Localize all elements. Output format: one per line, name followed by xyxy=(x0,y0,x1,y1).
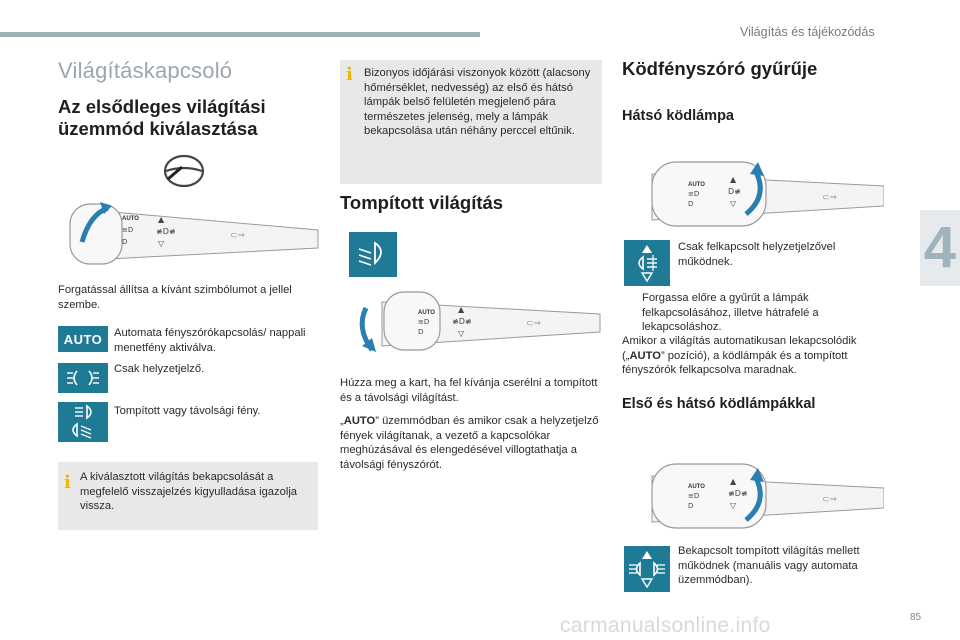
chapter-number: 4 xyxy=(923,215,956,280)
stalk-auto-label: AUTO xyxy=(688,484,705,490)
low-beam-icon xyxy=(349,232,397,277)
svg-text:▽: ▽ xyxy=(158,239,165,248)
svg-text:▽: ▽ xyxy=(730,501,737,510)
svg-text:▲: ▲ xyxy=(458,305,465,314)
info-icon: i xyxy=(64,472,71,493)
front-rear-fog-heading: Első és hátsó ködlámpákkal xyxy=(622,396,816,412)
svg-text:≢D≢: ≢D≢ xyxy=(156,227,176,236)
fog-ring-stalk-image xyxy=(622,156,884,232)
svg-text:⊂⇒: ⊂⇒ xyxy=(230,231,246,241)
page-number: 85 xyxy=(910,612,922,623)
middle-text-2-rest: ” üzemmódban és amikor csak a helyzetjelző fények világítanak, a vezető a kapcsolókar meghúzásával és elengedésével villogtathatja a távolsági fényszórót. xyxy=(340,415,599,471)
middle-info-text: Bizonyos időjárási viszonyok között (alacsony hőmérséklet, nedvesség) az első és hátsó lámpák belső felületén megjelenő pára természetes jelenség, mely a lámpák bekapcsolása után néhány perccel eltűnik. xyxy=(364,67,591,137)
para-pre: Amikor a világítás automatikusan lekapcsolódik („ xyxy=(622,335,857,362)
auto-bold: AUTO xyxy=(343,415,376,427)
svg-text:▽: ▽ xyxy=(730,199,737,208)
svg-text:D: D xyxy=(688,200,694,208)
rear-fog-para xyxy=(622,334,884,378)
auto-bold: AUTO xyxy=(629,349,661,362)
svg-text:▲: ▲ xyxy=(730,175,737,184)
item-sidelights-text: Csak helyzetjelző. xyxy=(114,363,205,375)
stalk-auto-label: AUTO xyxy=(122,216,139,222)
svg-text:D≢: D≢ xyxy=(728,187,741,196)
right-heading: Ködfényszóró gyűrűje xyxy=(622,58,818,79)
svg-text:≡D: ≡D xyxy=(418,318,430,326)
middle-text-1: Húzza meg a kart, ha fel kívánja cserélni a tompított és a távolsági világítást. xyxy=(340,377,598,404)
rear-fog-bullet: Forgassa előre a gyűrűt a lámpák felkapcsolásához, illetve hátrafelé a lekapcsoláshoz. xyxy=(642,292,819,333)
svg-text:≢D≢: ≢D≢ xyxy=(728,489,748,498)
left-instruction: Forgatással állítsa a kívánt szimbólumot a jellel szembe. xyxy=(58,284,292,311)
stalk-auto-label: AUTO xyxy=(688,182,705,188)
svg-text:≢D≢: ≢D≢ xyxy=(452,317,472,326)
header-bar xyxy=(0,32,480,37)
svg-text:⊂⇒: ⊂⇒ xyxy=(526,319,542,329)
sidelights-icon xyxy=(58,363,108,393)
svg-text:⊂⇒: ⊂⇒ xyxy=(822,193,838,203)
svg-text:≡D: ≡D xyxy=(688,492,700,500)
page-title: Világításkapcsoló xyxy=(58,58,233,83)
svg-text:▽: ▽ xyxy=(458,329,465,338)
left-info-box xyxy=(58,462,318,530)
middle-text-2 xyxy=(340,414,602,472)
svg-text:⊂⇒: ⊂⇒ xyxy=(822,495,838,505)
light-stalk-image xyxy=(60,190,320,270)
svg-text:▲: ▲ xyxy=(730,477,737,486)
section-title: Világítás és tájékozódás xyxy=(740,25,875,39)
rear-fog-heading: Hátsó ködlámpa xyxy=(622,108,734,124)
svg-text:D: D xyxy=(688,502,694,510)
low-high-beam-icon xyxy=(58,402,108,442)
steering-wheel-icon xyxy=(162,153,206,189)
item-beam-text: Tompított vagy távolsági fény. xyxy=(114,405,261,417)
middle-heading: Tompított világítás xyxy=(340,192,504,213)
left-heading: Az elsődleges világítási üzemmód kiválasztása xyxy=(58,96,266,139)
watermark: carmanualsonline.info xyxy=(560,614,771,637)
quote-open: „ xyxy=(340,415,344,427)
front-rear-fog-icon xyxy=(624,546,670,592)
left-info-text: A kiválasztott világítás bekapcsolását a megfelelő visszajelzés kigyulladása igazolja vissza. xyxy=(80,471,298,512)
svg-text:D: D xyxy=(122,238,128,246)
front-rear-fog-text: Bekapcsolt tompított világítás mellett működnek (manuális vagy automata üzemmódban). xyxy=(678,545,860,586)
info-icon: i xyxy=(346,64,353,85)
auto-badge-icon xyxy=(58,326,108,352)
svg-text:D: D xyxy=(418,328,424,336)
fog-ring-stalk-image-2 xyxy=(622,458,884,534)
rear-fog-text: Csak felkapcsolt helyzetjelzővel működnek. xyxy=(678,241,836,268)
middle-info-box xyxy=(340,60,602,184)
rear-fog-icon xyxy=(624,240,670,286)
para-post: ” pozíció), a ködlámpák és a tompított fényszórók felkapcsolva maradnak. xyxy=(622,349,848,376)
svg-text:≡D: ≡D xyxy=(122,226,134,234)
svg-text:≡D: ≡D xyxy=(688,190,700,198)
stalk-auto-label: AUTO xyxy=(418,310,435,316)
item-auto-text: Automata fényszórókapcsolás/ nappali menetfény aktiválva. xyxy=(114,327,306,354)
light-stalk-pull-image xyxy=(342,288,602,356)
auto-badge-text: AUTO xyxy=(63,331,103,347)
svg-text:▲: ▲ xyxy=(158,215,165,224)
